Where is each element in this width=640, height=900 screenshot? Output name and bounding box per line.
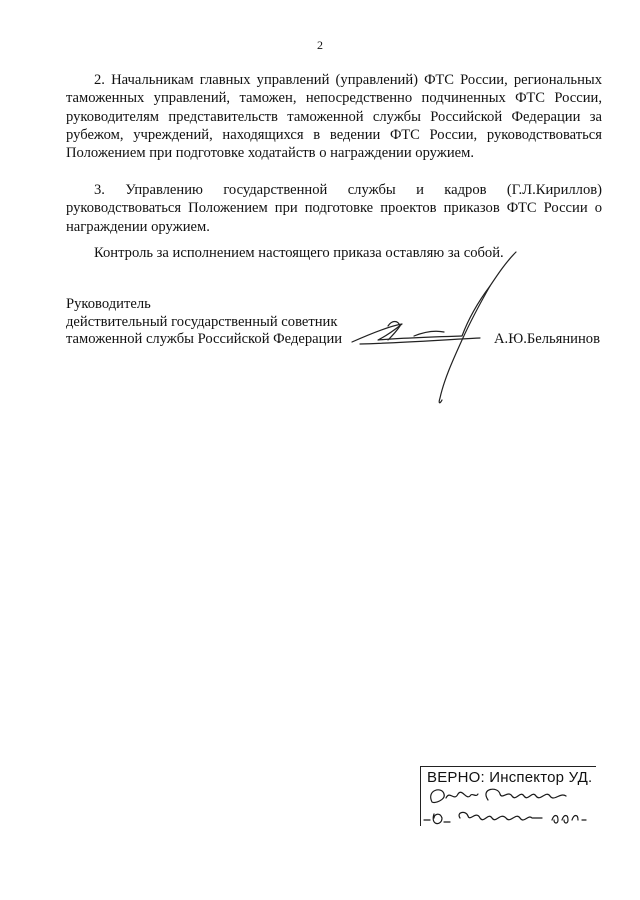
- stamp-title: ВЕРНО: Инспектор УД.: [427, 769, 593, 786]
- paragraph-control: Контроль за исполнением настоящего приказа оставляю за собой.: [94, 245, 504, 261]
- paragraph-item-2: 2. Начальникам главных управлений (управлений) ФТС России, региональных таможенных управлений, таможен, непосредственно подчиненных ФТС России, руководителям представительств таможенной службы Российской Федерации за рубежом, учреждений, находящихся в ведении ФТС России, руководствоваться Положением при подготовке ходатайств о награждении оружием.: [66, 72, 602, 162]
- handwritten-signature: [340, 240, 540, 410]
- signatory-position-line-1: Руководитель: [66, 296, 151, 312]
- page-number: 2: [317, 38, 323, 52]
- signatory-position-line-3: таможенной службы Российской Федерации: [66, 331, 343, 347]
- signatory-position: [66, 296, 342, 349]
- stamp-handwriting: [420, 784, 600, 830]
- signatory-name: А.Ю.Бельянинов: [494, 331, 600, 347]
- paragraph-item-3: 3. Управлению государственной службы и кадров (Г.Л.Кириллов) руководствоваться Положением при подготовке проектов приказов ФТС России о награждении оружием.: [66, 182, 602, 235]
- signatory-position-line-2: действительный государственный советник: [66, 313, 338, 330]
